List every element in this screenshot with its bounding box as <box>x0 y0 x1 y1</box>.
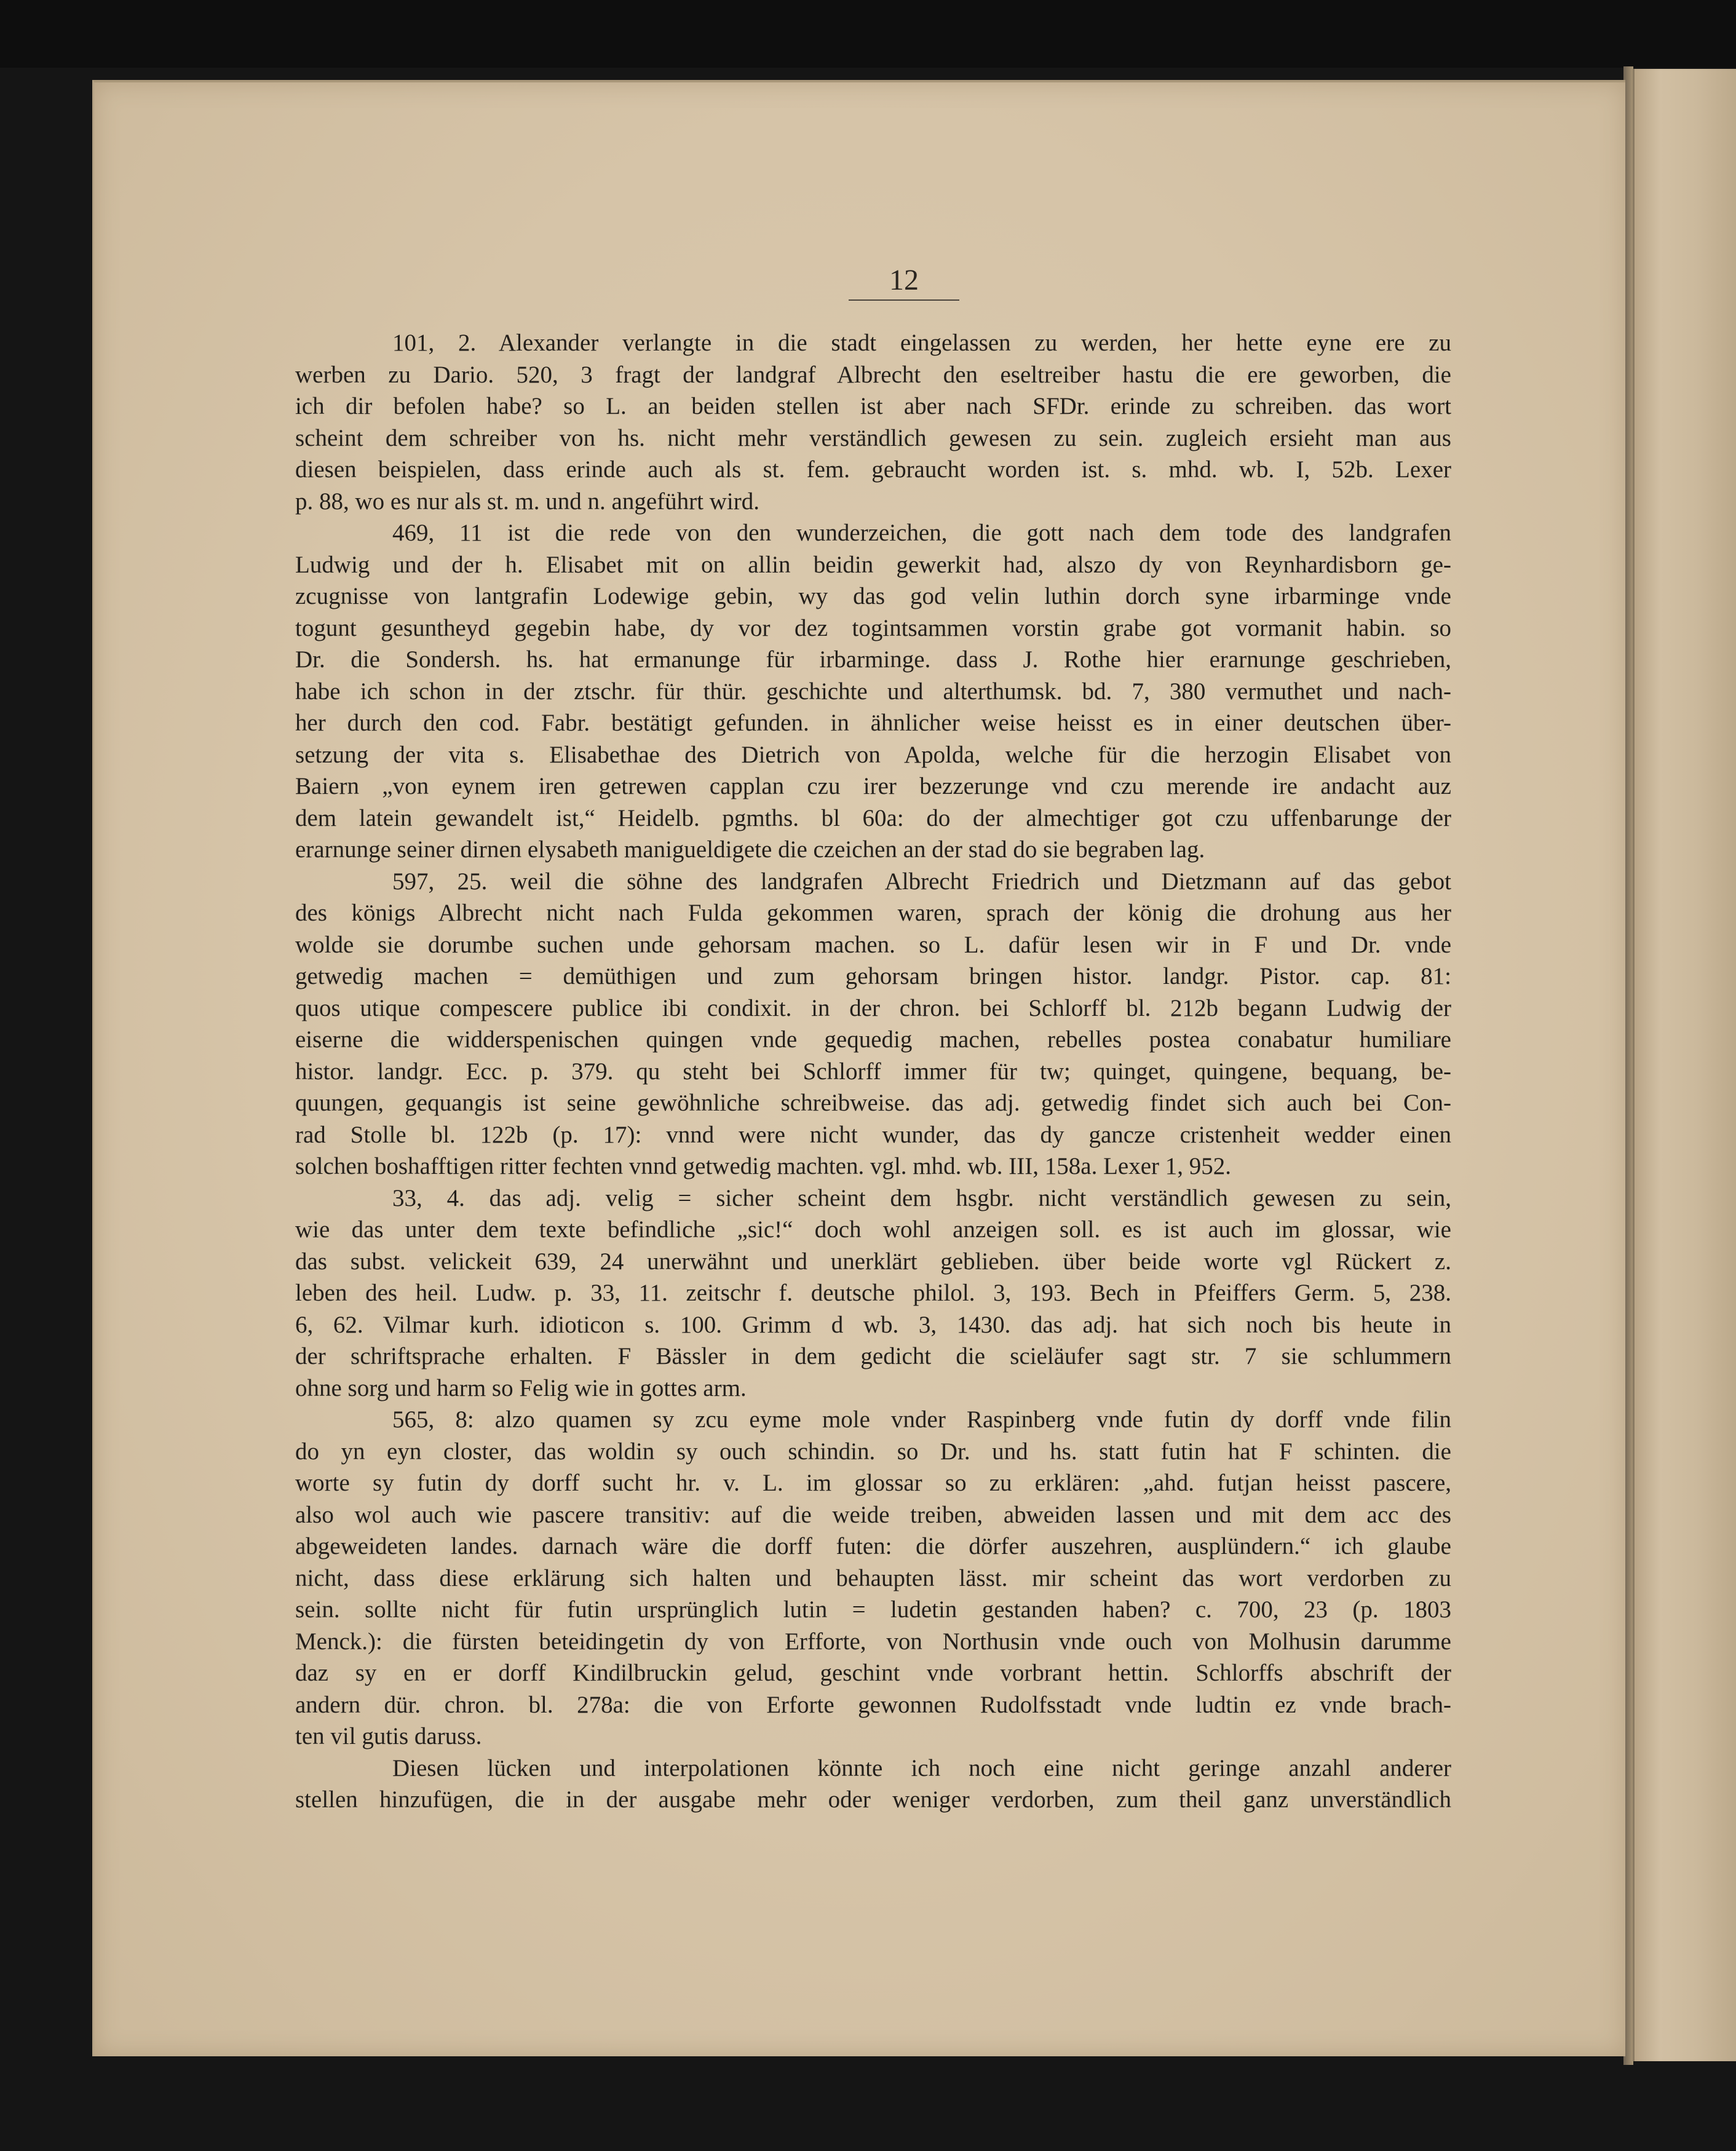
text-line: leben des heil. Ludw. p. 33, 11. zeitschr f. deutsche philol. 3, 193. Bech in Pfeiffers Germ. 5, 238. <box>295 1280 1451 1306</box>
body-text <box>295 327 1451 1816</box>
text-line: nicht, dass diese erklärung sich halten und behaupten lässt. mir scheint das wort verdorben zu <box>295 1564 1451 1591</box>
text-line: her durch den cod. Fabr. bestätigt gefunden. in ähnlicher weise heisst es in einer deutschen über- <box>295 710 1451 736</box>
text-line: togunt gesuntheyd gegebin habe, dy vor dez togintsammen vorstin grabe got vormanit habin. so <box>295 614 1451 641</box>
text-line: abgeweideten landes. darnach wäre die dorff futen: die dörfer auszehren, ausplündern.“ ich glaube <box>295 1533 1451 1559</box>
scan-background-top <box>0 0 1736 68</box>
text-line: quungen, gequangis ist seine gewöhnliche schreibweise. das adj. getwedig findet sich auch bei Con- <box>295 1090 1451 1116</box>
text-line: stellen hinzufügen, die in der ausgabe mehr oder weniger verdorben, zum theil ganz unverständlich <box>295 1786 1451 1813</box>
text-line: 597, 25. weil die söhne des landgrafen Albrecht Friedrich und Dietzmann auf das gebot <box>392 868 1451 895</box>
text-line: Ludwig und der h. Elisabet mit on allin beidin gewerkit had, alszo dy von Reynhardisborn ge- <box>295 551 1451 578</box>
text-line: rad Stolle bl. 122b (p. 17): vnnd were nicht wunder, das dy gancze cristenheit wedder einen <box>295 1121 1451 1148</box>
text-line: getwedig machen = demüthigen und zum gehorsam bringen histor. landgr. Pistor. cap. 81: <box>295 963 1451 989</box>
text-line: worte sy futin dy dorff sucht hr. v. L. im glossar so zu erklären: „ahd. futjan heisst pascere, <box>295 1470 1451 1496</box>
text-line: daz sy en er dorff Kindilbruckin gelud, geschint vnde vorbrant hettin. Schlorffs abschrift der <box>295 1660 1451 1686</box>
text-line: des königs Albrecht nicht nach Fulda gekommen waren, sprach der könig die drohung aus her <box>295 900 1451 926</box>
text-line: Menck.): die fürsten beteidingetin dy von Erfforte, von Northusin vnde ouch von Molhusin darumme <box>295 1628 1451 1655</box>
text-line: do yn eyn closter, das woldin sy ouch schindin. so Dr. und hs. statt futin hat F schinten. die <box>295 1438 1451 1465</box>
page-number: 12 <box>849 261 959 301</box>
text-line: 469, 11 ist die rede von den wunderzeichen, die gott nach dem tode des landgrafen <box>392 520 1451 546</box>
text-line: 101, 2. Alexander verlangte in die stadt eingelassen zu werden, her hette eyne ere zu <box>392 330 1451 356</box>
text-line: andern dür. chron. bl. 278a: die von Erforte gewonnen Rudolfsstadt vnde ludtin ez vnde brach- <box>295 1691 1451 1718</box>
text-line: 565, 8: alzo quamen sy zcu eyme mole vnder Raspinberg vnde futin dy dorff vnde filin <box>392 1406 1451 1433</box>
text-line: wolde sie dorumbe suchen unde gehorsam machen. so L. dafür lesen wir in F und Dr. vnde <box>295 931 1451 958</box>
text-line: quos utique compescere publice ibi condixit. in der chron. bei Schlorff bl. 212b begann Ludwig der <box>295 994 1451 1021</box>
text-line: wie das unter dem texte befindliche „sic!“ doch wohl anzeigen soll. es ist auch im glossar, wie <box>295 1216 1451 1243</box>
text-line: also wol auch wie pascere transitiv: auf die weide treiben, abweiden lassen und mit dem acc des <box>295 1501 1451 1528</box>
text-line: Dr. die Sondersh. hs. hat ermanunge für irbarminge. dass J. Rothe hier erarnunge geschrieben, <box>295 646 1451 673</box>
text-line: 6, 62. Vilmar kurh. idioticon s. 100. Grimm d wb. 3, 1430. das adj. hat sich noch bis heute in <box>295 1311 1451 1338</box>
text-line: ohne sorg und harm so Felig wie in gottes arm. <box>295 1374 747 1401</box>
text-line: werben zu Dario. 520, 3 fragt der landgraf Albrecht den eseltreiber hastu die ere geworben, die <box>295 361 1451 388</box>
text-line: das subst. velickeit 639, 24 unerwähnt und unerklärt geblieben. über beide worte vgl Rückert z. <box>295 1248 1451 1275</box>
text-line: scheint dem schreiber von hs. nicht mehr verständlich gewesen zu sein. zugleich ersieht man aus <box>295 424 1451 451</box>
text-line: eiserne die widderspenischen quingen vnde gequedig machen, rebelles postea conabatur humiliare <box>295 1026 1451 1053</box>
text-line: setzung der vita s. Elisabethae des Dietrich von Apolda, welche für die herzogin Elisabet von <box>295 741 1451 768</box>
text-line: 33, 4. das adj. velig = sicher scheint dem hsgbr. nicht verständlich gewesen zu sein, <box>392 1184 1451 1211</box>
next-page-strip <box>1633 69 1736 2061</box>
text-line: p. 88, wo es nur als st. m. und n. angeführt wird. <box>295 488 759 515</box>
text-line: ten vil gutis daruss. <box>295 1723 482 1749</box>
text-line: zcugnisse von lantgrafin Lodewige gebin, wy das god velin luthin dorch syne irbarminge vnde <box>295 583 1451 609</box>
text-line: Baiern „von eynem iren getrewen capplan czu irer bezzerunge vnd czu merende ire andacht auz <box>295 773 1451 799</box>
text-line: solchen boshafftigen ritter fechten vnnd getwedig machten. vgl. mhd. wb. III, 158a. Lexer 1, 952. <box>295 1153 1232 1179</box>
text-line: habe ich schon in der ztschr. für thür. geschichte und alterthumsk. bd. 7, 380 vermuthet und nach- <box>295 678 1451 705</box>
text-line: sein. sollte nicht für futin ursprünglich lutin = ludetin gestanden haben? c. 700, 23 (p. 1803 <box>295 1596 1451 1623</box>
text-line: histor. landgr. Ecc. p. 379. qu steht bei Schlorff immer für tw; quinget, quingene, bequang, be- <box>295 1058 1451 1085</box>
text-line: diesen beispielen, dass erinde auch als st. fem. gebraucht worden ist. s. mhd. wb. I, 52b. Lexer <box>295 456 1451 483</box>
text-line: ich dir befolen habe? so L. an beiden stellen ist aber nach SFDr. erinde zu schreiben. das wort <box>295 393 1451 419</box>
text-line: Diesen lücken und interpolationen könnte ich noch eine nicht geringe anzahl anderer <box>392 1754 1451 1781</box>
text-line: erarnunge seiner dirnen elysabeth manigueldigete die czeichen an der stad do sie begraben lag. <box>295 836 1205 863</box>
text-line: der schriftsprache erhalten. F Bässler in dem gedicht die scieläufer sagt str. 7 sie schlummern <box>295 1343 1451 1369</box>
text-line: dem latein gewandelt ist,“ Heidelb. pgmths. bl 60a: do der almechtiger got czu uffenbarunge der <box>295 804 1451 831</box>
